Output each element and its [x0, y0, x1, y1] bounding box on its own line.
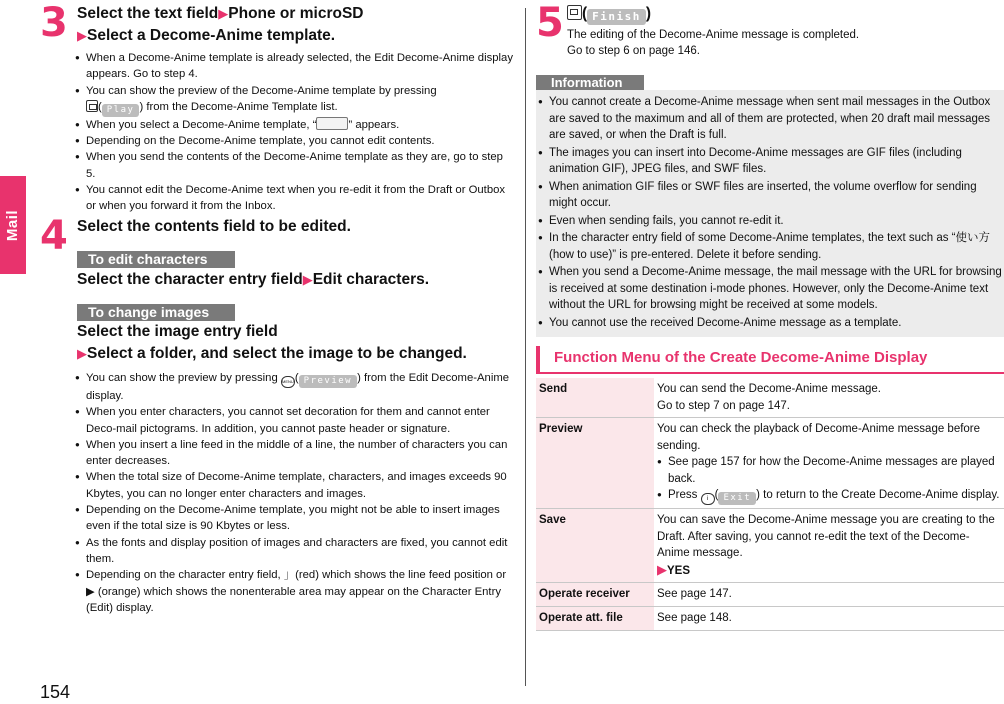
column-divider — [525, 8, 526, 686]
table-cell: See page 148. — [654, 606, 1004, 630]
sub-step-images — [77, 321, 517, 365]
cell-text: You can save the Decome-Anime message you are creating to the Draft. After saving, you cannot re-edit the text of the Decome-Anime message. — [657, 514, 995, 559]
list-item-text: from the Edit Decome-Anime display. — [86, 372, 510, 402]
tag-edit-characters: To edit characters — [77, 251, 235, 268]
information-label: Information — [536, 75, 644, 90]
table-row — [536, 378, 1004, 418]
arrow-icon: ▶ — [657, 561, 667, 577]
list-item: ● Depending on the Decome-Anime template, you might not be able to insert images even if the total size is 90 Kbytes or less. — [75, 502, 515, 535]
side-tab-mail — [0, 176, 26, 274]
list-item-text: to return to the Create Decome-Anime display. — [763, 489, 1000, 501]
function-menu-title: Function Menu of the Create Decome-Anime Display — [536, 346, 1004, 374]
exit-softkey: Exit — [718, 492, 756, 505]
list-item-text: You can show the preview of the Decome-Anime template by pressing — [86, 84, 437, 97]
list-item: ● When you send a Decome-Anime message, the mail message with the URL for browsing is received at some destination i-mode phones. However, only the Decome-Anime text without the URL for browsing might be received at some models. — [538, 264, 1004, 314]
sub-step-text: Edit characters. — [312, 271, 430, 288]
table-cell — [654, 418, 1004, 509]
list-item: ● As the fonts and display position of images and characters are fixed, you cannot edit them. — [75, 535, 515, 568]
menu-item-preview: Preview — [536, 418, 654, 509]
information-bullets — [538, 94, 1004, 333]
table-row — [536, 509, 1004, 583]
step-3-title-a: Select the text field — [77, 5, 219, 22]
list-item: ● When you send the contents of the Decome-Anime template as they are, go to step 5. — [75, 149, 515, 182]
list-item: ● You cannot create a Decome-Anime message when sent mail messages in the Outbox are saved to the maximum and all of them are protected, when 20 draft mail messages are saved, or when the Draft is full. — [538, 94, 1004, 144]
list-item: ● Even when sending fails, you cannot re-edit it. — [538, 213, 1004, 230]
side-tab-label: Mail — [4, 209, 22, 241]
step-5-text — [567, 27, 997, 60]
arrow-icon: ▶ — [302, 272, 313, 287]
table-cell — [654, 378, 1004, 418]
table-cell: See page 147. — [654, 583, 1004, 607]
cell-text: You can check the playback of Decome-Anime message before sending. — [657, 423, 981, 452]
menu-item-operate-att-file: Operate att. file — [536, 606, 654, 630]
menu-key-icon: MENU — [281, 376, 295, 388]
arrow-icon: ▶ — [77, 28, 87, 43]
sub-step-text: Select the image entry field — [77, 323, 278, 340]
mail-key-icon — [567, 5, 582, 20]
menu-item-operate-receiver: Operate receiver — [536, 583, 654, 607]
list-item: ● You can show the preview of the Decome-Anime template by pressing ( Play ) from the Decome-Anime Template list. — [75, 83, 515, 117]
sub-step-text: Select the character entry field — [77, 271, 303, 288]
cell-text: Go to step 7 on page 147. — [657, 399, 790, 412]
step-4-number: 4 — [40, 213, 68, 259]
step-5-line-1: The editing of the Decome-Anime message is completed. — [567, 29, 860, 41]
list-item: ● Depending on the character entry field, 」(red) which shows the line feed position or ▶ (orange) which shows the nonenterable area may appear on the Character Entry (Edit) display. — [75, 567, 515, 616]
list-item: ● In the character entry field of some Decome-Anime templates, the text such as “使い方 (how to use)” is pre-entered. Delete it before sending. — [538, 230, 1004, 263]
list-item: ● You cannot edit the Decome-Anime text when you re-edit it from the Draft or Outbox or when you forward it from the Inbox. — [75, 182, 515, 215]
step-5-line-2: Go to step 6 on page 146. — [567, 45, 700, 58]
function-menu-table — [536, 378, 1004, 631]
arrow-icon: ▶ — [77, 346, 87, 361]
table-row — [536, 606, 1004, 630]
step-3-bullets — [75, 50, 515, 215]
list-item: ● When you enter characters, you cannot set decoration for them and cannot enter Deco-mail pictograms. In addition, you cannot paste header or signature. — [75, 404, 515, 437]
step-5-title: ( Finish ) — [567, 3, 651, 25]
menu-item-save: Save — [536, 509, 654, 583]
list-item: ● When the total size of Decome-Anime template, characters, and images exceeds 90 Kbytes, you can no longer enter characters and images. — [75, 469, 515, 502]
menu-item-send: Send — [536, 378, 654, 418]
list-item-text: You can show the preview by pressing — [86, 372, 278, 384]
table-row — [536, 418, 1004, 509]
list-item: ● When animation GIF files or SWF files are inserted, the volume overflow for sending might occur. — [538, 179, 1004, 212]
yes-text: YES — [667, 564, 691, 577]
list-item — [75, 117, 515, 133]
list-item: ● When you insert a line feed in the middle of a line, the number of characters you can enter decreases. — [75, 437, 515, 470]
list-item-text: When you select a Decome-Anime template, “ — [86, 118, 317, 131]
sub-step-text: Select a folder, and select the image to be changed. — [87, 345, 467, 362]
sub-step-characters — [77, 269, 517, 291]
preview-softkey: Preview — [299, 375, 357, 388]
arrow-icon: ▶ — [218, 6, 229, 21]
list-item: ● You cannot use the received Decome-Anime message as a template. — [538, 315, 1004, 332]
yes-line — [657, 562, 1001, 580]
play-softkey: Play — [102, 104, 140, 117]
cell-text: You can send the Decome-Anime message. — [657, 383, 881, 395]
list-item: ● The images you can insert into Decome-Anime messages are GIF files (including animation GIF), JPEG files, and SWF files. — [538, 145, 1004, 178]
step-3-title — [77, 3, 517, 47]
step-4-title: Select the contents field to be edited. — [77, 218, 351, 235]
table-row — [536, 583, 1004, 607]
mail-key-icon — [86, 100, 98, 112]
decome-pictogram-icon — [316, 117, 348, 130]
tag-change-images: To change images — [77, 304, 235, 321]
step-3-title-c: Select a Decome-Anime template. — [87, 27, 336, 44]
list-item: ● You can show the preview by pressing MENU( Preview ) from the Edit Decome-Anime display. — [75, 370, 515, 404]
list-item: ● See page 157 for how the Decome-Anime messages are played back. — [657, 454, 1001, 487]
table-cell — [654, 509, 1004, 583]
step-4-bullets — [75, 370, 515, 616]
list-item-text: Press — [668, 489, 698, 501]
step-3-number: 3 — [40, 0, 68, 46]
list-item: ● Press i ( Exit ) to return to the Create Decome-Anime display. — [657, 487, 1001, 505]
finish-softkey: Finish — [587, 9, 646, 25]
page-number: 154 — [40, 682, 71, 702]
list-item-text: ” appears. — [348, 118, 400, 131]
step-5-number: 5 — [536, 0, 564, 46]
step-3-title-b: Phone or microSD — [228, 5, 364, 22]
list-item: ● Depending on the Decome-Anime template, you cannot edit contents. — [75, 133, 515, 149]
list-item: ● When a Decome-Anime template is already selected, the Edit Decome-Anime display appears. Go to step 4. — [75, 50, 515, 83]
list-item-text: from the Decome-Anime Template list. — [146, 100, 338, 113]
imode-key-icon: i — [701, 493, 715, 505]
